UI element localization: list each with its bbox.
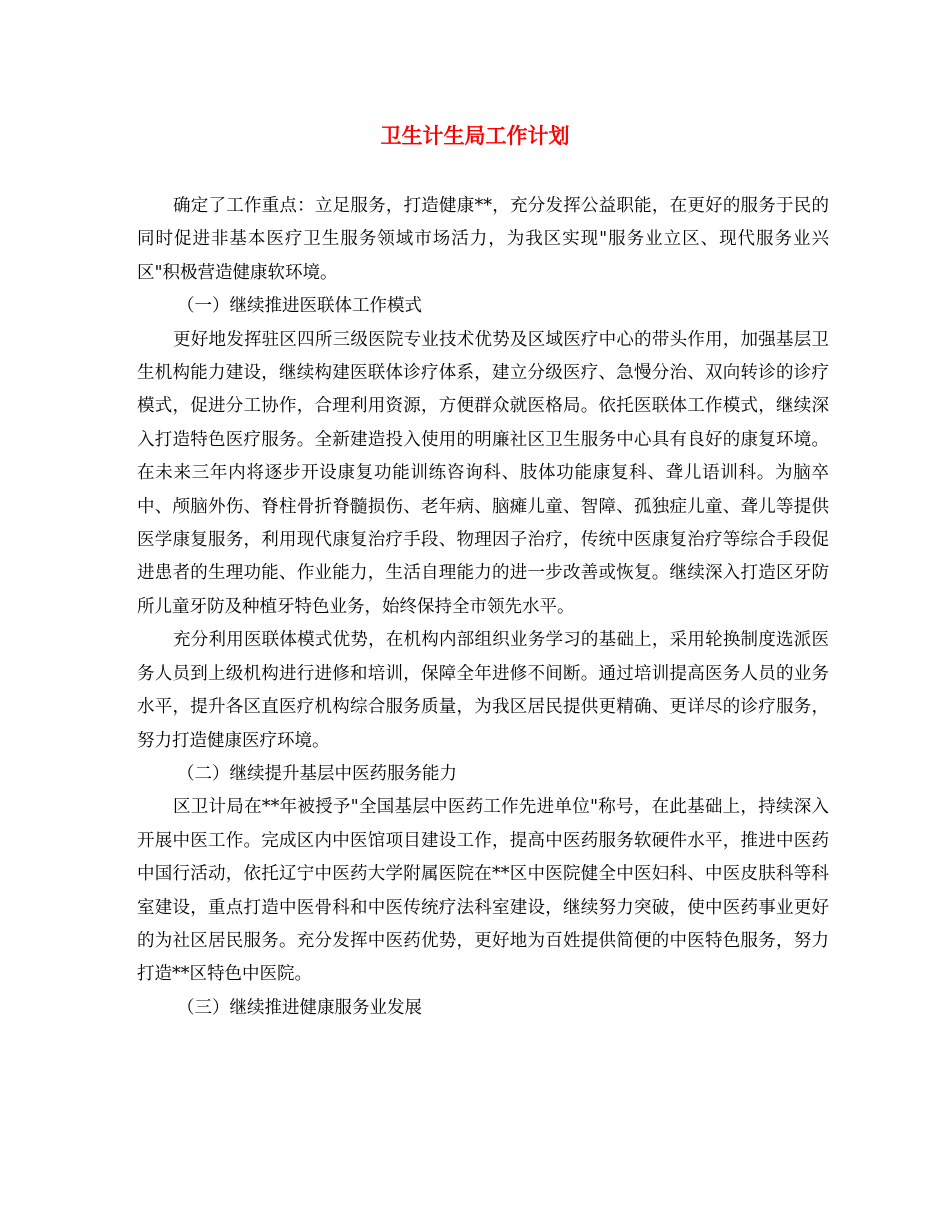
section-heading-2: （二）继续提升基层中医药服务能力 bbox=[177, 763, 457, 784]
paragraph-intro: 确定了工作重点：立足服务，打造健康**，充分发挥公益职能，在更好的服务于民的同时促进非基本医疗卫生服务领域市场活力，为我区实现"服务业立区、现代服务业兴区"积极营造健康软环境。 bbox=[137, 196, 829, 283]
paragraph-training: 充分利用医联体模式优势，在机构内部组织业务学习的基础上，采用轮换制度选派医务人员到上级机构进行进修和培训，保障全年进修不间断。通过培训提高医务人员的业务水平，提升各区直医疗机构综合服务质量，为我区居民提供更精确、更详尽的诊疗服务，努力打造健康医疗环境。 bbox=[137, 630, 829, 751]
document-body bbox=[137, 190, 829, 1025]
paragraph-medical-alliance: 更好地发挥驻区四所三级医院专业技术优势及区域医疗中心的带头作用，加强基层卫生机构能力建设，继续构建医联体诊疗体系，建立分级医疗、急慢分治、双向转诊的诊疗模式，促进分工协作，合理利用资源，方便群众就医格局。依托医联体工作模式，继续深入打造特色医疗服务。全新建造投入使用的明廉社区卫生服务中心具有良好的康复环境。在未来三年内将逐步开设康复功能训练咨询科、肢体功能康复科、聋儿语训科。为脑卒中、颅脑外伤、脊柱骨折脊髓损伤、老年病、脑瘫儿童、智障、孤独症儿童、聋儿等提供医学康复服务，利用现代康复治疗手段、物理因子治疗，传统中医康复治疗等综合手段促进患者的生理功能、作业能力，生活自理能力的进一步改善或恢复。继续深入打造区牙防所儿童牙防及种植牙特色业务，始终保持全市领先水平。 bbox=[137, 329, 829, 617]
section-heading-3: （三）继续推进健康服务业发展 bbox=[177, 997, 422, 1018]
document-title: 卫生计生局工作计划 bbox=[380, 123, 570, 148]
section-heading-1: （一）继续推进医联体工作模式 bbox=[177, 296, 422, 317]
paragraph-tcm: 区卫计局在**年被授予"全国基层中医药工作先进单位"称号，在此基础上，持续深入开展中医工作。完成区内中医馆项目建设工作，提高中医药服务软硬件水平，推进中医药中国行活动，依托辽宁中医药大学附属医院在**区中医院健全中医妇科、中医皮肤科等科室建设，重点打造中医骨科和中医传统疗法科室建设，继续努力突破，使中医药事业更好的为社区居民服务。充分发挥中医药优势，更好地为百姓提供简便的中医特色服务，努力打造**区特色中医院。 bbox=[137, 797, 829, 985]
